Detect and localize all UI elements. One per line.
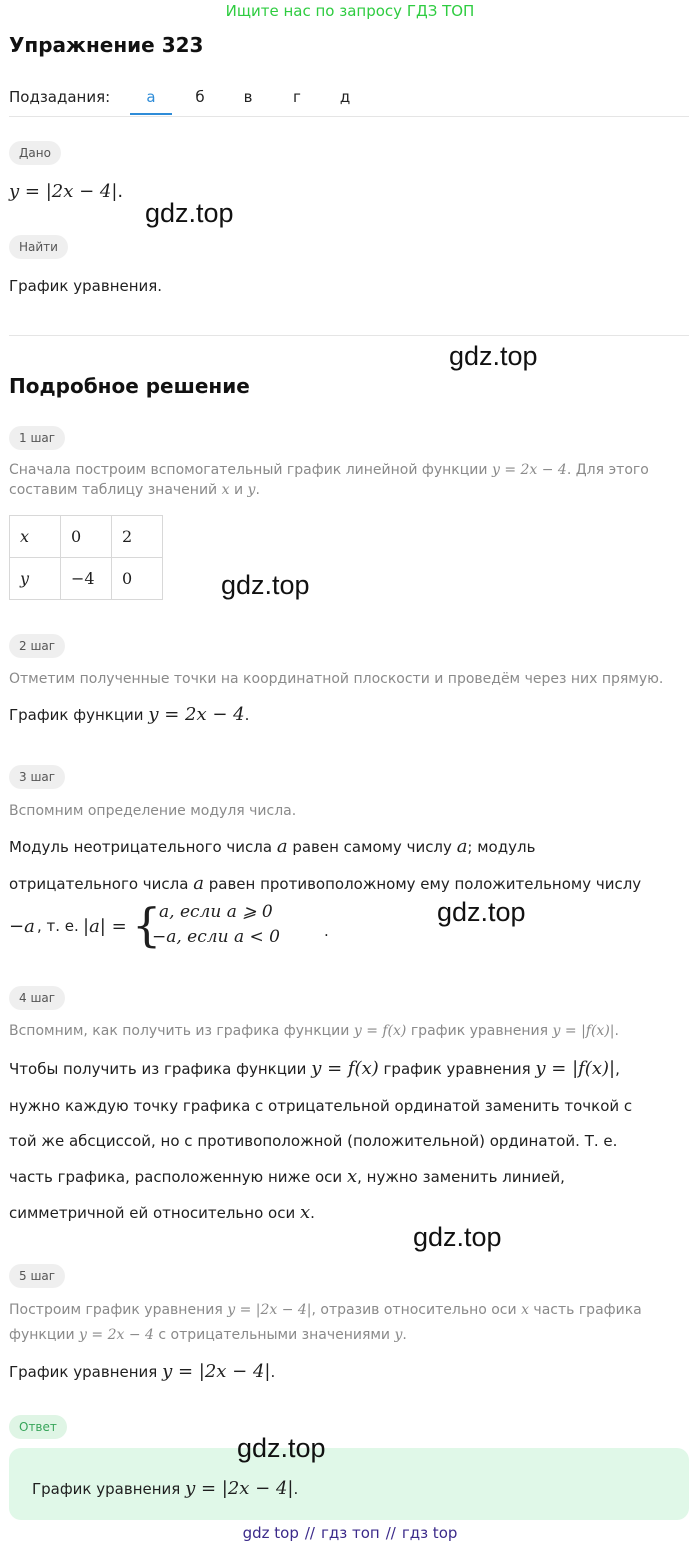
step-3-badge: 3 шаг [9,765,65,789]
left-brace: { [132,898,162,952]
step-1-text: Сначала построим вспомогательный график линейной функции y = 2x − 4. Для этого составим таблицу значений x и y. [9,462,649,498]
step-2-muted: Отметим полученные точки на координатной плоскости и проведём через них прямую. [9,671,664,687]
divider [9,116,689,117]
given-formula-line: y = |2x − 4|. [9,181,124,202]
step-5-muted: Построим график уравнения y = |2x − 4|, отразив относительно оси x часть графика функции y = 2x − 4 с отрицательными значениями y. [9,1302,642,1343]
step-5-badge: 5 шаг [9,1264,65,1288]
footer-link[interactable]: гдз топ [320,1524,380,1542]
step-3-line-1: Модуль неотрицательного числа a равен самому числу a; модуль [9,836,536,857]
answer-text: График уравнения y = |2x − 4|. [32,1478,299,1499]
subtasks-label: Подзадания: [9,88,111,106]
watermark: gdz.top [413,1222,502,1252]
footer-links: gdz top // гдз топ // гдз top [242,1524,458,1542]
tab-d[interactable]: д [339,88,351,106]
values-table [9,515,163,600]
table-cell: 0 [112,558,163,600]
step-4-line-2: нужно каждую точку графика с отрицательной ординатой заменить точкой с [9,1097,633,1115]
footer-link[interactable]: гдз top [401,1524,458,1542]
answer-badge: Ответ [9,1415,67,1439]
given-formula: y = |2x − 4| [9,181,118,202]
step-4-line-3: той же абсциссой, но с противоположной (положительной) ординатой. Т. е. [9,1132,618,1150]
table-cell: 0 [61,516,112,558]
tab-g[interactable]: г [293,88,301,106]
solution-heading: Подробное решение [9,374,250,398]
table-row [10,516,163,558]
active-tab-indicator [130,113,172,115]
watermark: gdz.top [437,897,526,927]
step-3-muted: Вспомним определение модуля числа. [9,803,297,819]
step-4-line-5: симметричной ей относительно оси x. [9,1202,315,1223]
case-2: −a, если a < 0 [152,927,280,947]
tab-a[interactable]: а [146,88,156,106]
step-4-muted: Вспомним, как получить из графика функции y = f(x) график уравнения y = |f(x)|. [9,1023,619,1039]
watermark: gdz.top [145,198,234,228]
table-row [10,558,163,600]
step-4-line-1: Чтобы получить из графика функции y = f(x) график уравнения y = |f(x)|, [9,1058,620,1079]
step-2-text: График функции y = 2x − 4. [9,704,250,725]
step-3-line-2: отрицательного числа a равен противоположному ему положительному числу [9,873,642,894]
answer-box [9,1448,689,1520]
divider [9,335,689,336]
watermark: gdz.top [221,570,310,600]
table-cell: y [10,558,61,600]
footer-link[interactable]: gdz top [242,1524,299,1542]
step-4-line-4: часть графика, расположенную ниже оси x, нужно заменить линией, [9,1166,565,1187]
step-4-badge: 4 шаг [9,986,65,1010]
table-cell: −4 [61,558,112,600]
step-5-text: График уравнения y = |2x − 4|. [9,1361,276,1382]
table-cell: 2 [112,516,163,558]
given-badge: Дано [9,141,61,165]
case-1: a, если a ⩾ 0 [159,902,273,922]
table-cell: x [10,516,61,558]
subtasks-bar [9,86,689,116]
tab-b[interactable]: б [195,88,205,106]
watermark: gdz.top [449,341,538,371]
step-1-badge: 1 шаг [9,426,65,450]
find-text: График уравнения. [9,277,163,295]
watermark: gdz.top [237,1433,326,1463]
step-2-badge: 2 шаг [9,634,65,658]
tab-v[interactable]: в [243,88,253,106]
page-title: Упражнение 323 [9,33,204,57]
find-badge: Найти [9,235,68,259]
promo-banner: Ищите нас по запросу ГДЗ ТОП [225,2,475,20]
